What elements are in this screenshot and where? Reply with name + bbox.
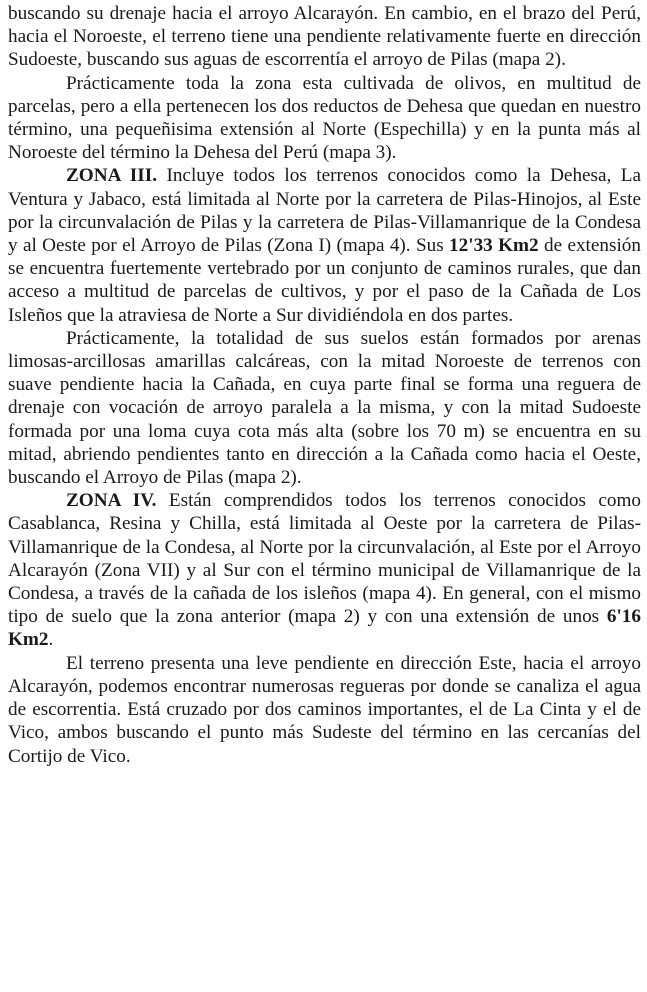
document-page	[8, 2, 641, 768]
paragraph-4	[8, 327, 641, 489]
paragraph-text: .	[48, 629, 54, 651]
paragraph-text: Prácticamente toda la zona esta cultivada de olivos, en multitud de parcelas, pero a ella pertenecen los dos reductos de Dehesa que quedan en nuestro término, una pequeñisima extensión al Norte (Espechilla) y en la punta más al Noroeste del término la Dehesa del Perú (mapa 3).	[8, 72, 641, 164]
paragraph-text: buscando su drenaje hacia el arroyo Alcarayón. En cambio, en el brazo del Perú, hacia el Noroeste, el terreno tiene una pendiente relativamente fuerte en dirección Sudoeste, buscando sus aguas de escorrentía el arroyo de Pilas (mapa 2).	[8, 3, 641, 71]
zone-heading: ZONA IV.	[66, 490, 157, 512]
area-value: 12'33 Km2	[449, 235, 539, 257]
paragraph-text: El terreno presenta una leve pendiente en dirección Este, hacia el arroyo Alcarayón, podemos encontrar numerosas regueras por donde se canaliza el agua de escorrentia. Está cruzado por dos caminos importantes, el de La Cinta y el de Vico, ambos buscando el punto más Sudeste del término en las cercanías del Cortijo de Vico.	[8, 652, 641, 767]
paragraph-zona-iv	[8, 489, 641, 651]
paragraph-text: Prácticamente, la totalidad de sus suelos están formados por arenas limosas-arcillosas amarillas calcáreas, con la mitad Noroeste de terrenos con suave pendiente hacia la Cañada, en cuya parte final se forma una reguera de drenaje con vocación de arroyo paralela a la misma, y con la mitad Sudoeste formada por una loma cuya cota más alta (sobre los 70 m) se encuentra en su mitad, abriendo pendientes tanto en dirección a la Cañada como hacia el Oeste, buscando el Arroyo de Pilas (mapa 2).	[8, 327, 641, 489]
paragraph-text: Incluye todos los terrenos conocidos como la Dehesa, La Ventura y Jabaco, está limitada al Norte por la carretera de Pilas-Hinojos, al Este por la circunvalación de Pilas y la carretera de Pilas-Villamanrique de la Condesa y al Oeste por el Arroyo de Pilas (Zona I) (mapa 4). Sus	[8, 165, 642, 257]
paragraph-zona-iii	[8, 164, 641, 326]
paragraph-1	[8, 2, 641, 72]
paragraph-2	[8, 72, 641, 165]
paragraph-text: Están comprendidos todos los terrenos conocidos como Casablanca, Resina y Chilla, está limitada al Oeste por la carretera de Pilas-Villamanrique de la Condesa, al Norte por la circunvalación, al Este por el Arroyo Alcarayón (Zona VII) y al Sur con el término municipal de Villamanrique de la Condesa, a través de la cañada de los isleños (mapa 4). En general, con el mismo tipo de suelo que la zona anterior (mapa 2) y con una extensión de unos	[8, 490, 641, 628]
paragraph-6	[8, 652, 641, 768]
area-value: 6'16 Km2	[8, 606, 641, 651]
zone-heading: ZONA III.	[66, 165, 158, 187]
paragraph-text: de extensión se encuentra fuertemente vertebrado por un conjunto de caminos rurales, que dan acceso a multitud de parcelas de cultivos, y por el paso de la Cañada de Los Isleños que la atraviesa de Norte a Sur dividiéndola en dos partes.	[8, 235, 641, 326]
